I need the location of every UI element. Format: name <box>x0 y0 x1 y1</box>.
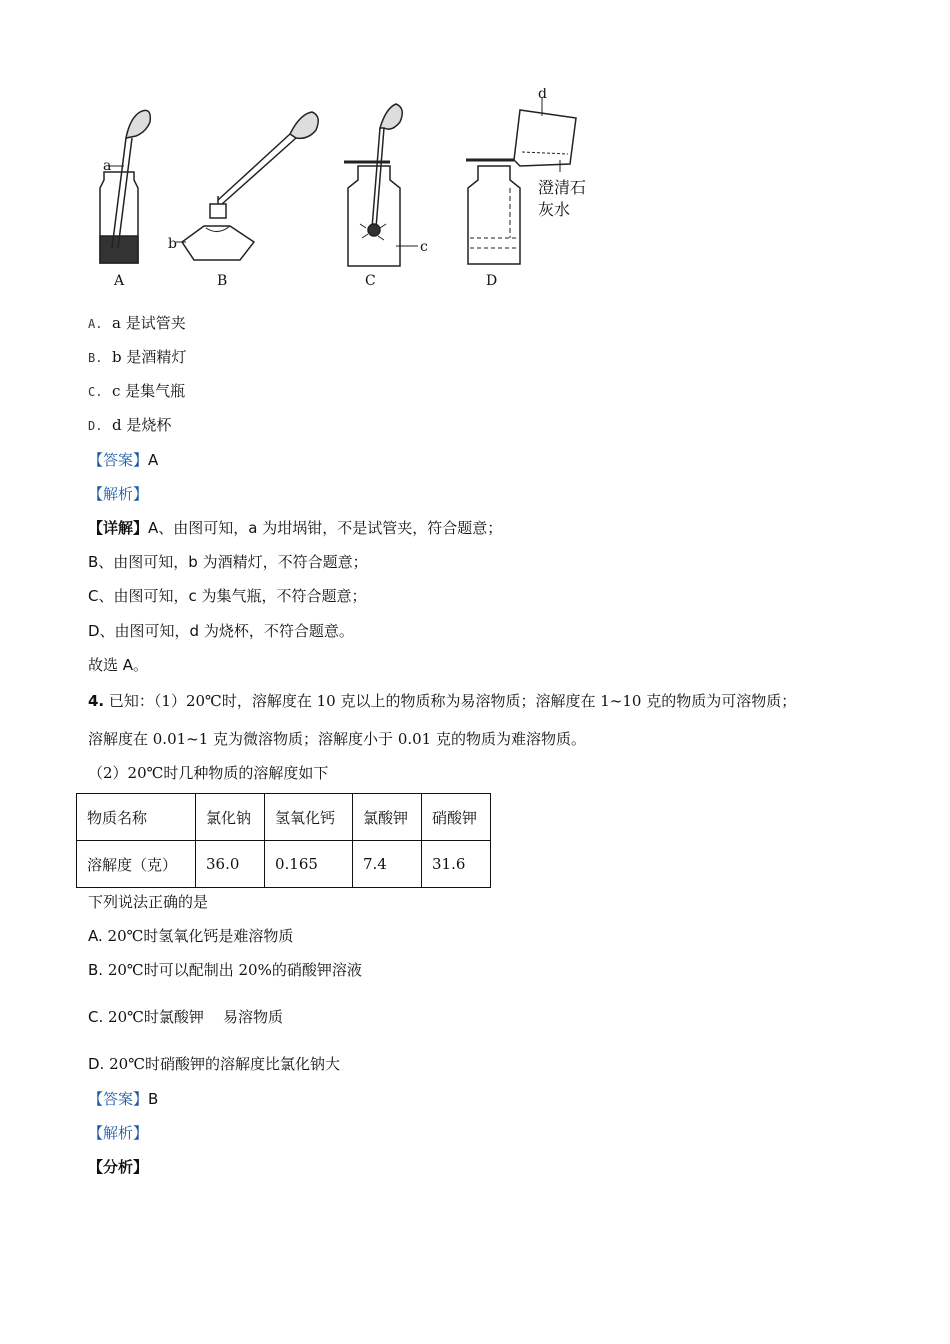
q3-answer: 【答案】A <box>88 451 159 469</box>
q3-detail-line-1: 【详解】A、由图可知，a 为坩埚钳，不是试管夹，符合题意； <box>88 519 503 537</box>
q3-detail-line-2: B、由图可知，b 为酒精灯，不符合题意； <box>88 553 368 571</box>
caption-c: C <box>365 273 376 289</box>
table-cell: 氯化钠 <box>196 794 265 841</box>
apparatus-b <box>176 112 318 260</box>
table-cell: 0.165 <box>265 841 353 888</box>
table-cell: 硝酸钾 <box>422 794 491 841</box>
caption-a: A <box>114 273 125 289</box>
table-cell: 氯酸钾 <box>353 794 422 841</box>
table-cell: 31.6 <box>422 841 491 888</box>
q4-option-c: C. 20℃时氯酸钾 易溶物质 <box>88 1008 283 1026</box>
apparatus-c <box>344 104 418 266</box>
q3-conclusion: 故选 A。 <box>88 656 149 674</box>
table-cell: 36.0 <box>196 841 265 888</box>
q3-option-d: D. d 是烧杯 <box>88 416 172 434</box>
q4-option-d: D. 20℃时硝酸钾的溶解度比氯化钠大 <box>88 1055 340 1073</box>
table-row <box>77 841 491 888</box>
q3-detail-line-3: C、由图可知，c 为集气瓶，不符合题意； <box>88 587 367 605</box>
label-limewater-1: 澄清石 <box>538 178 587 197</box>
label-c: c <box>420 239 428 255</box>
apparatus-figure <box>90 88 610 293</box>
q4-answer: 【答案】B <box>88 1090 159 1108</box>
q4-analysis-tag: 【解析】 <box>88 1124 149 1142</box>
q4-option-a: A. 20℃时氢氧化钙是难溶物质 <box>88 927 294 945</box>
apparatus-a <box>100 110 150 263</box>
table-cell: 物质名称 <box>77 794 196 841</box>
q3-option-a: A. a 是试管夹 <box>88 314 186 332</box>
table-cell: 溶解度（克） <box>77 841 196 888</box>
q4-stem-line-2: 溶解度在 0.01~1 克为微溶物质；溶解度小于 0.01 克的物质为难溶物质。 <box>88 730 586 748</box>
table-cell: 7.4 <box>353 841 422 888</box>
q4-analysis-sub: 【分析】 <box>88 1158 149 1176</box>
label-d: d <box>538 88 547 102</box>
q4-stem-line-1: 4. 已知：（1）20℃时，溶解度在 10 克以上的物质称为易溶物质；溶解度在 1~10 克的物质为可溶物质； <box>88 692 797 710</box>
caption-d: D <box>486 273 498 289</box>
caption-b: B <box>217 273 228 289</box>
label-limewater-2: 灰水 <box>538 200 571 219</box>
label-a: a <box>103 158 112 174</box>
q3-option-c: C. c 是集气瓶 <box>88 382 186 400</box>
q4-prompt: 下列说法正确的是 <box>88 893 209 911</box>
solubility-table <box>76 793 491 888</box>
q4-stem-line-3: （2）20℃时几种物质的溶解度如下 <box>88 764 329 782</box>
q3-analysis-tag: 【解析】 <box>88 485 149 503</box>
q3-option-b: B. b 是酒精灯 <box>88 348 187 366</box>
table-row <box>77 794 491 841</box>
q3-detail-line-4: D、由图可知，d 为烧杯，不符合题意。 <box>88 622 354 640</box>
table-cell: 氢氧化钙 <box>265 794 353 841</box>
label-b: b <box>168 236 177 252</box>
q4-option-b: B. 20℃时可以配制出 20%的硝酸钾溶液 <box>88 961 362 979</box>
